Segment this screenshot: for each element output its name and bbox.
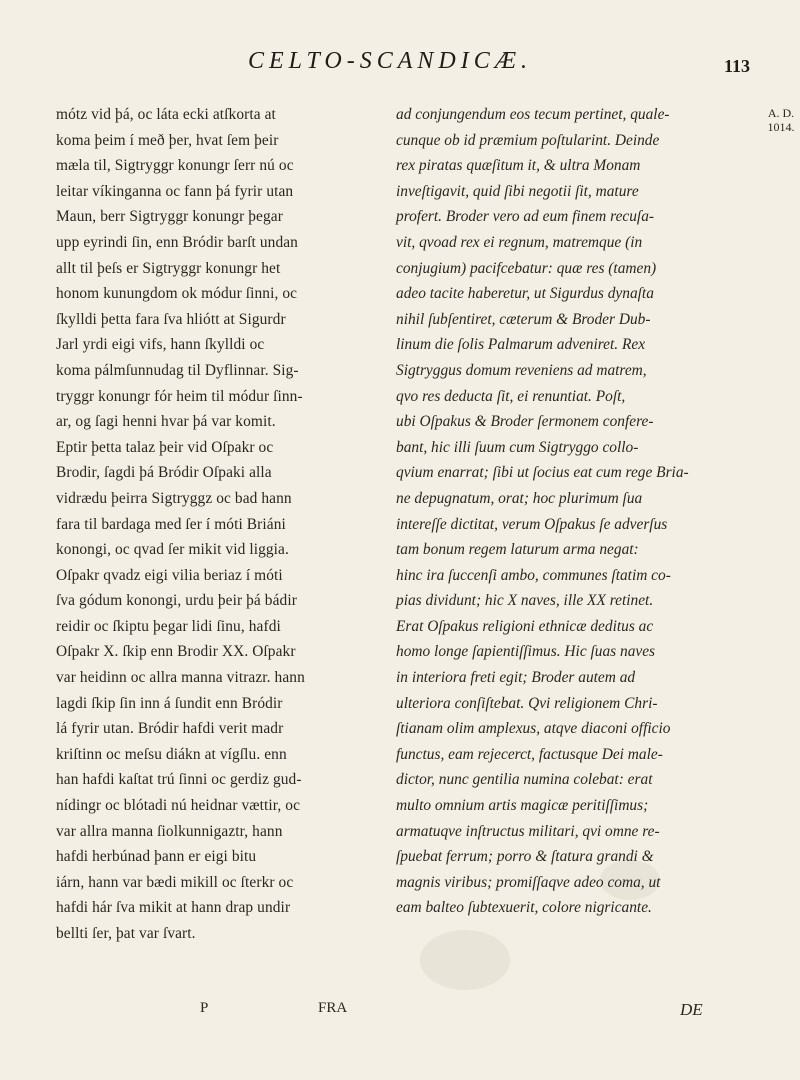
text-line: bellti ſer, þat var ſvart.	[56, 925, 196, 942]
text-line: ulteriora conſiſtebat. Qvi religionem Chri-	[396, 694, 658, 712]
text-line: profert. Broder vero ad eum finem recuſa-	[396, 208, 655, 226]
text-line: lagdi ſkip ſin inn á ſundit enn Bródir	[56, 694, 283, 712]
text-line: allt til þeſs er Sigtryggr konungr het	[56, 259, 281, 277]
text-line: Oſpakr X. ſkip enn Brodir XX. Oſpakr	[56, 643, 296, 661]
text-line: han hafdi kaſtat trú ſinni oc gerdiz gud-	[56, 771, 302, 789]
old-norse-column	[56, 102, 374, 947]
text-line: vidrædu þeirra Sigtryggz oc bad hann	[56, 489, 292, 507]
text-line: armatuqve inſtructus militari, qvi omne re-	[396, 822, 660, 840]
text-line: konongi, oc qvad ſer mikit vid liggia.	[56, 541, 289, 559]
text-line: var heidinn oc allra manna vitrazr. hann	[56, 669, 305, 687]
text-line: ubi Oſpakus & Broder ſermonem confere-	[396, 413, 654, 431]
text-line: ne depugnatum, orat; hoc plurimum ſua	[396, 489, 643, 507]
text-line: ſkylldi þetta fara ſva hliótt at Sigurdr	[56, 310, 286, 328]
text-line: bant, hic illi ſuum cum Sigtryggo collo-	[396, 438, 639, 456]
text-line: linum die ſolis Palmarum adveniret. Rex	[396, 336, 646, 354]
text-line: vit, qvoad rex ei regnum, matremque (in	[396, 233, 643, 251]
margin-year-note	[766, 106, 796, 134]
latin-translation-column	[396, 102, 730, 921]
text-line: functus, eam rejecerct, factusque Dei male-	[396, 745, 663, 763]
text-line: honom kunungdom ok módur ſinni, oc	[56, 285, 298, 303]
paper-stain	[420, 930, 510, 990]
text-line: qvium enarrat; ſibi ut ſocius eat cum rege Bria-	[396, 464, 689, 482]
text-line: nídingr oc blótadi nú heidnar vættir, oc	[56, 797, 301, 815]
text-line: hafdi herbúnad þann er eigi bitu	[56, 848, 257, 866]
text-line: tryggr konungr fór heim til módur ſinn-	[56, 387, 303, 405]
text-line: multo omnium artis magicæ peritiſſimus;	[396, 797, 649, 815]
text-line: inveſtigavit, quid ſibi negotii ſit, mature	[396, 182, 639, 200]
text-line: mótz vid þá, oc láta ecki atſkorta at	[56, 106, 276, 123]
text-line: conjugium) pacifcebatur: quæ res (tamen)	[396, 259, 657, 277]
text-line: Maun, berr Sigtryggr konungr þegar	[56, 208, 283, 226]
text-line: upp eyrindi ſin, enn Bródir barſt undan	[56, 233, 298, 251]
text-line: leitar víkinganna oc fann þá fyrir utan	[56, 182, 294, 200]
running-title: CELTO-SCANDICÆ.	[247, 48, 533, 74]
text-line: Erat Oſpakus religioni ethnicæ deditus ac	[396, 617, 654, 635]
text-line: qvo res deducta ſit, ei renuntiat. Poſt,	[396, 387, 626, 405]
text-line: nihil ſubſentiret, cæterum & Broder Dub-	[396, 310, 651, 328]
text-line: magnis viribus; promiſſaqve adeo coma, ut	[396, 873, 661, 891]
text-line: var allra manna ſiolkunnigaztr, hann	[56, 822, 283, 840]
text-line: hafdi hár ſva mikit at hann drap undir	[56, 899, 291, 917]
text-line: ar, og ſagi henni hvar þá var komit.	[56, 413, 276, 431]
text-line: ſva gódum konongi, urdu þeir þá bádir	[56, 592, 297, 610]
text-line: in interiora freti egit; Broder autem ad	[396, 669, 636, 687]
page-footer	[0, 1000, 800, 1030]
catchword-left: FRA	[318, 1000, 348, 1016]
text-line: fara til bardaga med ſer í móti Briáni	[56, 515, 286, 533]
text-line: Eptir þetta talaz þeir vid Oſpakr oc	[56, 438, 274, 456]
text-line: koma þeim í með þer, hvat ſem þeir	[56, 131, 279, 149]
text-line: reidir oc ſkiptu þegar lidi ſinu, hafdi	[56, 617, 281, 635]
text-line: mæla til, Sigtryggr konungr ſerr nú oc	[56, 157, 294, 175]
text-line: koma pálmſunnudag til Dyflinnar. Sig-	[56, 361, 299, 379]
text-line: ſpuebat ferrum; porro & ſtatura grandi &	[396, 848, 654, 866]
text-line: adeo tacite haberetur, ut Sigurdus dynaſta	[396, 285, 654, 303]
catchword-right: DE	[680, 1000, 703, 1019]
text-line: Oſpakr qvadz eigi vilia beriaz í móti	[56, 566, 283, 584]
text-line: cunque ob id præmium poſtularint. Deinde	[396, 131, 660, 149]
margin-note-line: 1014.	[767, 120, 795, 134]
text-line: ſtianam olim amplexus, atqve diaconi officio	[396, 720, 671, 738]
text-line: dictor, nunc gentilia numina colebat: erat	[396, 771, 653, 789]
text-line: ad conjungendum eos tecum pertinet, quale-	[396, 106, 670, 123]
text-line: iárn, hann var bædi mikill oc ſterkr oc	[56, 873, 294, 891]
margin-note-line: A. D.	[767, 106, 795, 120]
signature-mark: P	[200, 1000, 209, 1016]
text-line: Sigtryggus domum reveniens ad matrem,	[396, 361, 647, 379]
text-line: homo longe ſapientiſſimus. Hic ſuas naves	[396, 643, 656, 661]
page-header	[0, 48, 800, 88]
text-line: eam balteo ſubtexuerit, colore nigricante.	[396, 899, 652, 917]
text-line: kriſtinn oc meſsu diákn at vígſlu. enn	[56, 745, 287, 763]
text-line: intereſſe dictitat, verum Oſpakus ſe adverſus	[396, 515, 668, 533]
text-line: lá fyrir utan. Bródir hafdi verit madr	[56, 720, 284, 738]
text-line: hinc ira ſuccenſi ambo, communes ſtatim co-	[396, 566, 671, 584]
text-line: pias dividunt; hic X naves, ille XX retinet.	[396, 592, 654, 610]
text-line: tam bonum regem laturum arma negat:	[396, 541, 639, 559]
text-line: Jarl yrdi eigi vifs, hann ſkylldi oc	[56, 336, 265, 354]
text-line: rex piratas quæſitum it, & ultra Monam	[396, 157, 641, 175]
text-line: Brodir, ſagdi þá Bródir Oſpaki alla	[56, 464, 272, 482]
page-number: 113	[724, 56, 751, 76]
